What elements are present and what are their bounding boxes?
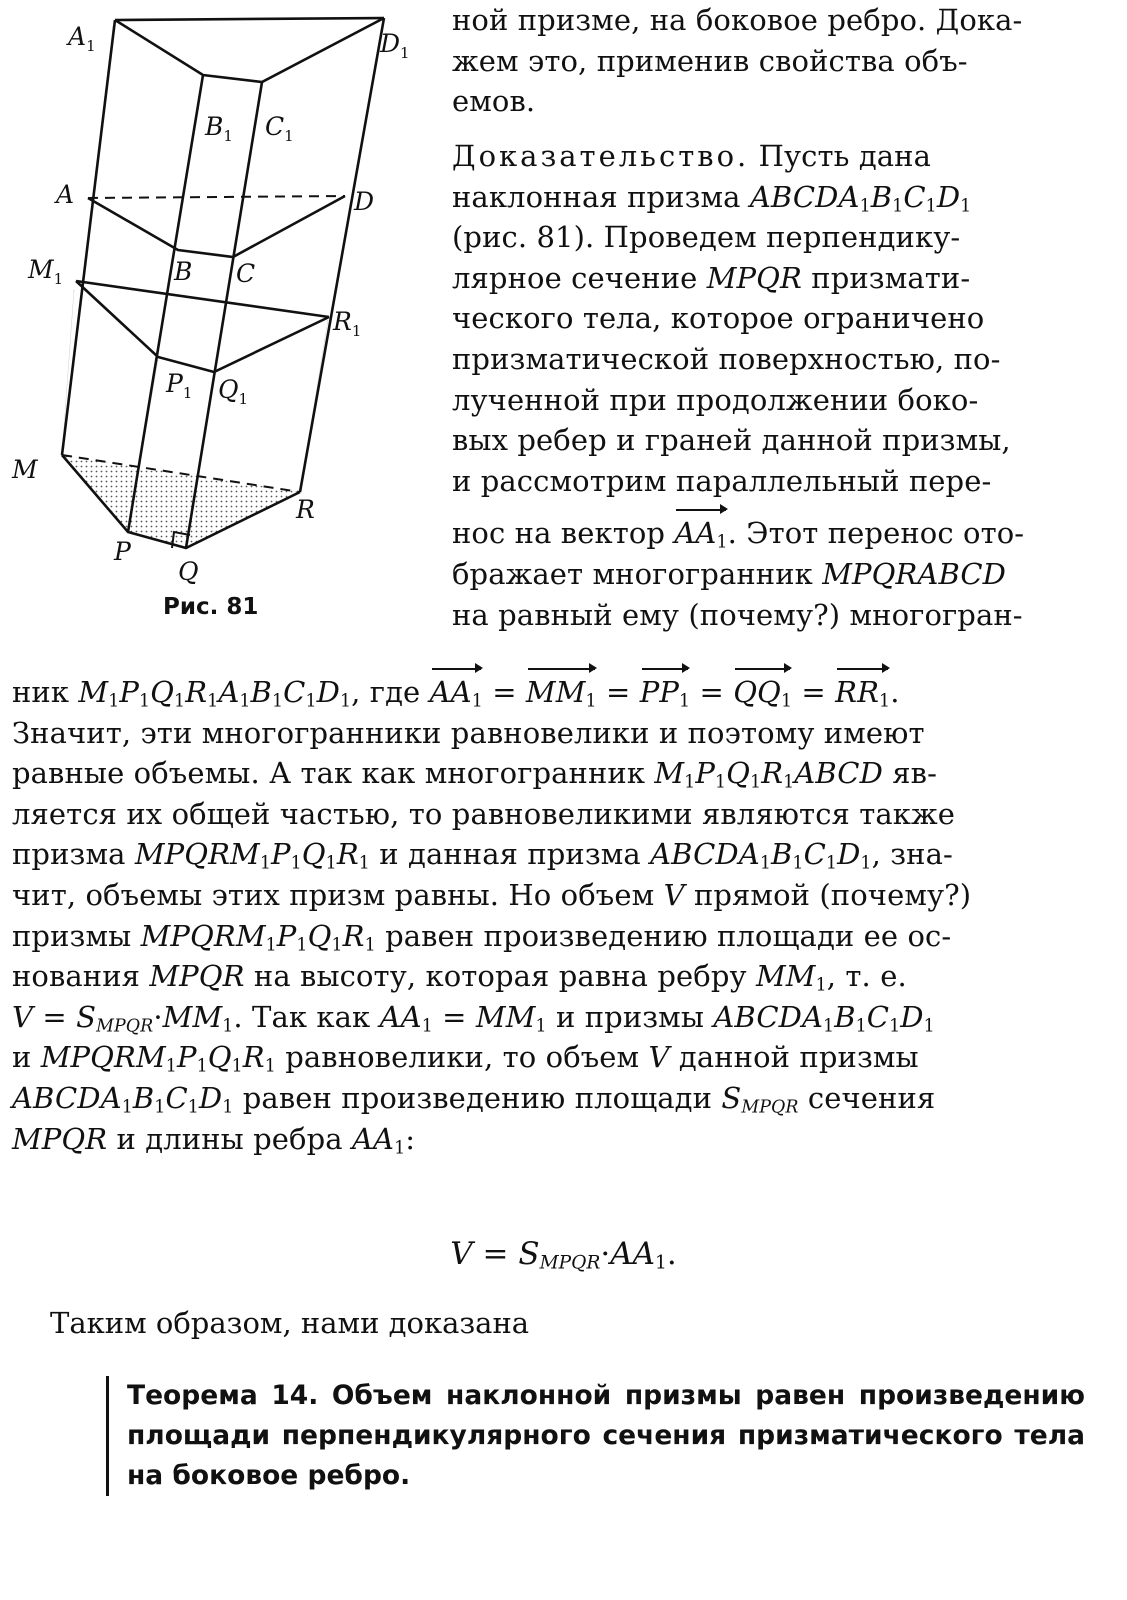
section-ABCD xyxy=(88,196,345,257)
label-C: C xyxy=(236,259,256,288)
proof-heading: Доказательство. xyxy=(452,139,750,173)
label-C1: $C_1$ xyxy=(265,112,294,145)
theorem-14-box xyxy=(106,1376,1085,1496)
text-line: нос на вектор $AA_1$. Этот перенос ото- xyxy=(452,513,1064,554)
label-M: M xyxy=(12,455,38,484)
text-line: призма $MPQRM_1P_1Q_1R_1$ и данная призма $ABCDA_1B_1C_1D_1$, зна- xyxy=(12,837,953,874)
text-line: призматической поверхностью, по- xyxy=(452,341,1001,376)
label-D: D xyxy=(354,187,375,216)
proof-paragraph xyxy=(452,136,1064,635)
conclusion-intro: Таким образом, нами доказана xyxy=(50,1306,530,1340)
label-M1: $M_1$ xyxy=(28,255,64,288)
text-line: жем это, применив свойства объ- xyxy=(452,43,968,78)
label-A1: $A_1$ xyxy=(68,22,96,55)
text-line: призмы $MPQRM_1P_1Q_1R_1$ равен произведению площади ее ос- xyxy=(12,918,952,955)
prism-diagram xyxy=(0,0,440,590)
text-line: MPQR и длины ребра $AA_1$: xyxy=(12,1121,416,1158)
text-line: наклонная призма $ABCDA_1B_1C_1D_1$ xyxy=(452,179,972,216)
label-R1: $R_1$ xyxy=(333,307,362,340)
text-line: ник $M_1P_1Q_1R_1A_1B_1C_1D_1$, где $AA_1 = MM_1 = PP_1 = QQ_1 = RR_1$. xyxy=(12,672,1064,713)
theorem-text: Теорема 14. Объем наклонной призмы равен произведению площади перпендикулярного сечения призматического тела на боковое ребро. xyxy=(127,1380,1085,1491)
label-Q1: $Q_1$ xyxy=(218,375,249,408)
text-full-width xyxy=(12,672,1064,1159)
text-line: ляется их общей частью, то равновеликими являются также xyxy=(12,796,956,831)
text-line: $V = S_{MPQR}\cdot MM_1$. Так как $AA_1 = MM_1$ и призмы $ABCDA_1B_1C_1D_1$ xyxy=(12,999,935,1037)
label-P: P xyxy=(114,537,131,566)
text-column-right xyxy=(452,0,1064,122)
label-B1: $B_1$ xyxy=(205,112,233,145)
text-line: на равный ему (почему?) многогран- xyxy=(452,597,1023,632)
text-line: и рассмотрим параллельный пере- xyxy=(452,463,992,498)
label-P1: $P_1$ xyxy=(166,369,193,402)
text-line: Доказательство. Пусть дана xyxy=(452,139,931,173)
section-M1R1 xyxy=(76,281,329,317)
top-face-edges xyxy=(115,18,384,82)
text-line: лярное сечение MPQR призмати- xyxy=(452,260,971,295)
text-line: $ABCDA_1B_1C_1D_1$ равен произведению площади $S_{MPQR}$ сечения xyxy=(12,1080,936,1118)
text-line: равные объемы. А так как многогранник $M_1P_1Q_1R_1ABCD$ яв- xyxy=(12,756,937,793)
section-AD-dashed xyxy=(88,196,345,198)
text-line: (рис. 81). Проведем перпендику- xyxy=(452,220,961,255)
text-line: бражает многогранник MPQRABCD xyxy=(452,556,1007,591)
label-D1: $D_1$ xyxy=(380,29,410,62)
text-line: лученной при продолжении боко- xyxy=(452,382,979,417)
text-line: ной призме, на боковое ребро. Дока- xyxy=(452,3,1023,37)
text-line: ческого тела, которое ограничено xyxy=(452,301,985,336)
text-line: Значит, эти многогранники равновелики и поэтому имеют xyxy=(12,715,925,750)
edge-PB1 xyxy=(128,75,203,532)
text-line: чит, объемы этих призм равны. Но объем V прямой (почему?) xyxy=(12,877,972,912)
text-line: вых ребер и граней данной призмы, xyxy=(452,423,1011,458)
label-B: B xyxy=(174,257,193,286)
volume-formula: $V = S_{MPQR}\cdot AA_1$. xyxy=(450,1236,677,1274)
section-M1P1Q1R1 xyxy=(76,281,329,372)
label-Q: Q xyxy=(178,557,199,586)
vector-AA1: $AA_1$ xyxy=(674,513,727,554)
label-R: R xyxy=(296,495,315,524)
edge-MA1 xyxy=(62,20,115,455)
text-line: и $MPQRM_1P_1Q_1R_1$ равновелики, то объем V данной призмы xyxy=(12,1040,919,1077)
top-back-edge xyxy=(115,18,384,20)
text-line: емов. xyxy=(452,84,536,119)
text-line: нования MPQR на высоту, которая равна ребру $MM_1$, т. е. xyxy=(12,959,907,996)
label-A: A xyxy=(56,180,75,209)
figure-caption: Рис. 81 xyxy=(163,594,259,620)
prism-figure xyxy=(0,0,440,640)
